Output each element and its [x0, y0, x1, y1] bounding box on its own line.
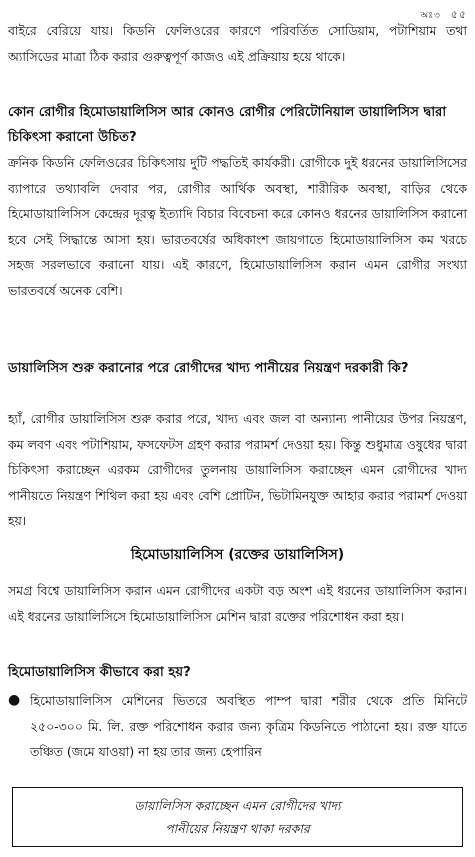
boxed-note-line-2: পানীয়ের নিয়ন্ত্রণ থাকা দরকার	[165, 821, 310, 836]
section-body-diet-control: হ্যাঁ, রোগীর ডায়ালিসিস শুরু করার পরে, খাদ্য এবং জল বা অন্যান্য পানীয়ের উপর নিয়ন্ত্রণ, কম লবণ এবং পটাশিয়াম, ফসফেটস গ্রহণ করার পরামর্শ দেওয়া হয়। কিন্তু শুধুমাত্র ওষুধের দ্বারা চিকিৎসা করাচ্ছেন এরকম রোগীদের তুলনায় ডায়ালিসিস করাচ্ছেন এমন রোগীদের খাদ্য পানীয়তে নিয়ন্ত্রণ শিথিল করা হয় এবং বেশি প্রোটিন, ভিটামিনযুক্ত আহার করার পরামর্শ দেওয়া হয়।	[8, 411, 467, 528]
page-number: ৫৫	[450, 8, 467, 21]
book-page	[8, 0, 467, 857]
list-item	[8, 688, 467, 766]
section-heading-how-hemodialysis: হিমোডায়ালিসিস কীভাবে করা হয়?	[8, 665, 191, 680]
list-item-text: হিমোডায়ালিসিস মেশিনের ভিতরে অবস্থিত পাম্প দ্বারা শরীর থেকে প্রতি মিনিটে ২৫০-৩০০ মি. লি. রক্ত পরিশোধন করার জন্য কৃত্রিম কিডনিতে পাঠানো হয়। রক্ত যাতে তঞ্চিত (জমে যাওয়া) না হয় তার জন্য হেপারিন	[30, 693, 467, 759]
section-title-hemodialysis: হিমোডায়ালিসিস (রক্তের ডায়ালিসিস)	[130, 547, 345, 563]
bullet-icon: ●	[8, 692, 21, 708]
section-body-hemodialysis: সমগ্র বিশ্বে ডায়ালিসিস করান এমন রোগীদের একটা বড় অংশ এই ধরনের ডায়ালিসিস করান। এই ধরনের ডায়ালিসিসে হিমোডায়ালিসিস মেশিন দ্বারা রক্তের পরিশোধন করা হয়।	[8, 583, 467, 624]
boxed-note-line-1: ডায়ালিসিস করাচ্ছেন এমন রোগীদের খাদ্য	[134, 798, 341, 813]
boxed-note	[12, 787, 463, 847]
section-heading-dialysis-choice: কোন রোগীর হিমোডায়ালিসিস আর কোনও রোগীর পেরিটোনিয়াল ডায়ালিসিস দ্বারা চিকিৎসা করানো উচিত?	[8, 105, 447, 145]
section-body-dialysis-choice: ক্রনিক কিডনি ফেলিওরের চিকিৎসায় দুটি পদ্ধতিই কার্যকরী। রোগীকে দুই ধরনের ডায়ালিসিসের ব্যাপারে তথ্যাবলি দেবার পর, রোগীর আর্থিক অবস্থা, শারীরিক অবস্থা, বাড়ির থেকে হিমোডায়ালিসিস কেন্দ্রের দূরত্ব ইত্যাদি বিচার বিবেচনা করে কোনও ধরনের ডায়ালিসিস করানো হবে সেই সিদ্ধান্তে আসা হয়। ভারতবর্ষের অধিকাংশ জায়গাতে হিমোডায়ালিসিস কম খরচে সহজ সরলভাবে করানো যায়। এই কারণে, হিমোডায়ালিসিস করান এমন রোগীর সংখ্যা ভারতবর্ষে অনেক বেশি।	[8, 155, 467, 298]
running-title: অঃ৩	[420, 11, 441, 21]
intro-paragraph: বাইরে বেরিয়ে যায়। কিডনি ফেলিওরের কারণে পরিবর্তিত সোডিয়াম, পটাশিয়াম তথা অ্যাসিডের মাত্রা ঠিক করার গুরুত্বপূর্ণ কাজও এই প্রক্রিয়ায় হয়ে থাকে।	[8, 23, 467, 64]
section-heading-diet-control: ডায়ালিসিস শুরু করানোর পরে রোগীদের খাদ্য পানীয়ের নিয়ন্ত্রণ দরকারী কি?	[8, 361, 409, 376]
